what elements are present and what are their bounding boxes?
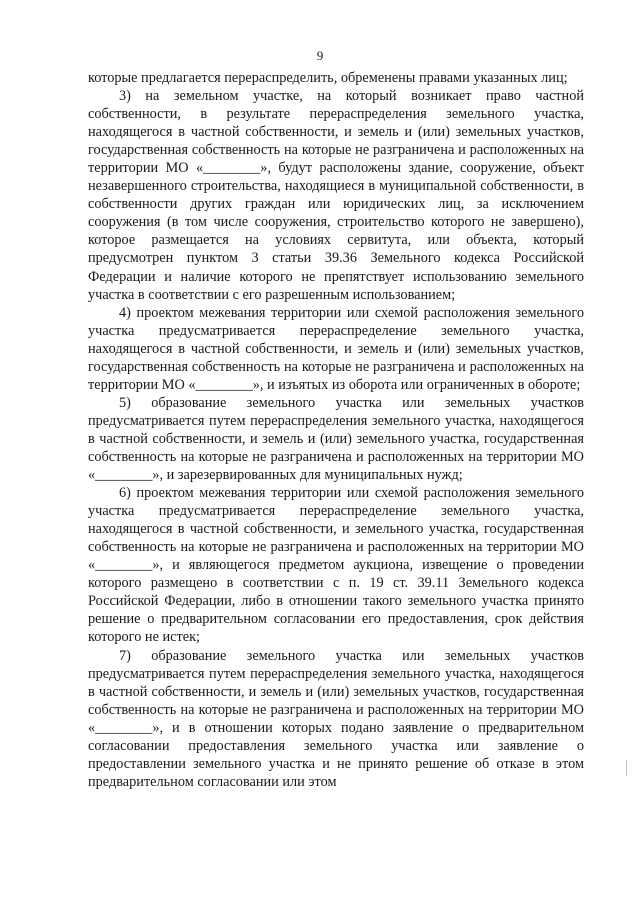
paragraph-continuation: которые предлагается перераспределить, обременены правами указанных лиц;	[88, 70, 568, 86]
paragraph-item-6: 6) проектом межевания территории или схемой расположения земельного участка предусматривается перераспределение земельного участка, находящегося в частной собственности, и земельного участка, государственная собственность на которые не разграничена и расположенных на территории МО «________», и являющегося предметом аукциона, извещение о проведении которого размещено в соответствии с п. 19 ст. 39.11 Земельного кодекса Российской Федерации, либо в отношении такого земельного участка принято решение о предварительном согласовании его предоставления, срок действия которого не истек;	[88, 485, 584, 646]
paragraph-item-3: 3) на земельном участке, на который возникает право частной собственности, в результате перераспределения земельного участка, находящегося в частной собственности, и земель и (или) земельных участков, государственная собственность на которые не разграничена и расположенных на территории МО «________», будут расположены здание, сооружение, объект незавершенного строительства, находящиеся в муниципальной собственности, в собственности других граждан или юридических лиц, за исключением сооружения (в том числе сооружения, строительство которого не завершено), которое размещается на условиях сервитута, или объекта, который предусмотрен пунктом 3 статьи 39.36 Земельного кодекса Российской Федерации и наличие которого не препятствует использованию земельного участка в соответствии с его разрешенным использованием;	[88, 88, 584, 303]
document-body	[88, 69, 584, 791]
paragraph-item-4: 4) проектом межевания территории или схемой расположения земельного участка предусматривается перераспределение земельного участка, находящегося в частной собственности, и земель и (или) земельных участков, государственная собственность на которые не разграничена и расположенных на территории МО «________», и изъятых из оборота или ограниченных в обороте;	[88, 304, 584, 393]
paragraph-item-5: 5) образование земельного участка или земельных участков предусматривается путем перераспределения земельного участка, находящегося в частной собственности, и земель и (или) земельного участка, государственная собственность на которые не разграничена и расположенных на территории МО «________», и зарезервированных для муниципальных нужд;	[88, 394, 584, 484]
page-number: 9	[316, 48, 324, 63]
scan-margin-mark	[626, 760, 627, 776]
paragraph-item-7: 7) образование земельного участка или земельных участков предусматривается путем перераспределения земельного участка, находящегося в частной собственности, и земель и (или) земельных участков, государственная собственность на которые не разграничена и расположенных на территории МО «________», и в отношении которых подано заявление о предварительном согласовании предоставления земельного участка или заявление о предоставлении земельного участка и не принято решение об отказе в этом предварительном согласовании или этом	[88, 647, 584, 790]
